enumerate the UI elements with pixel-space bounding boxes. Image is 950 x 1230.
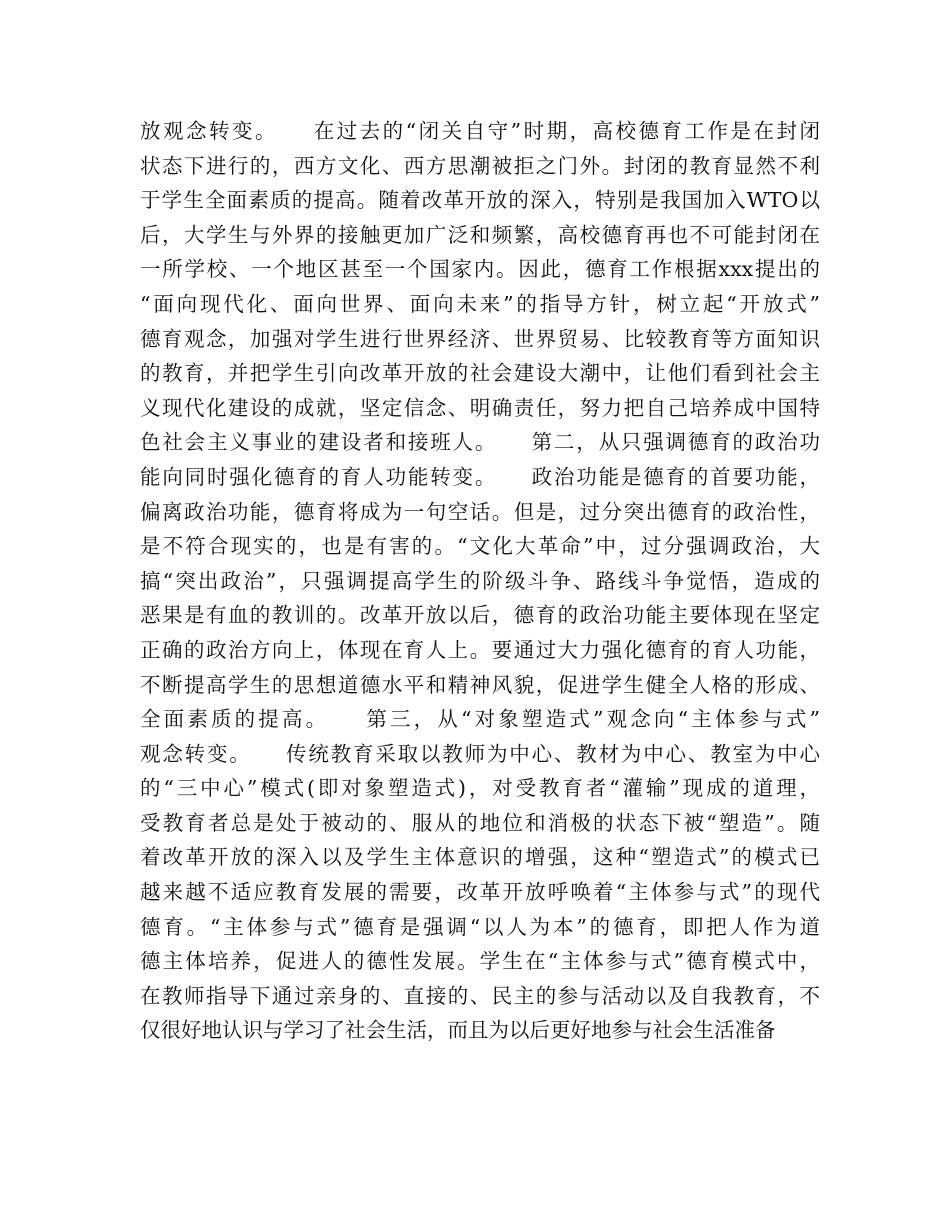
text-line-22: 着改革开放的深入以及学生主体意识的增强，这种“塑造式”的模式已 [140,845,820,870]
text-line-10: 色社会主义事业的建设者和接班人。 第二，从只强调德育的政治功 [140,430,820,455]
text-line-13: 是不符合现实的，也是有害的。“文化大革命”中，过分强调政治，大 [140,534,820,559]
text-line-23: 越来越不适应教育发展的需要，改革开放呼唤着“主体参与式”的现代 [140,880,820,905]
body-text [140,114,820,1048]
text-line-15: 恶果是有血的教训的。改革开放以后，德育的政治功能主要体现在坚定 [140,603,820,628]
text-line-11: 能向同时强化德育的育人功能转变。 政治功能是德育的首要功能， [140,464,820,489]
text-line-4: 后，大学生与外界的接触更加广泛和频繁，高校德育再也不可能封闭在 [140,222,820,247]
text-line-1: 放观念转变。 在过去的“闭关自守”时期，高校德育工作是在封闭 [140,119,820,143]
text-line-21: 受教育者总是处于被动的、服从的地位和消极的状态下被“塑造”。随 [140,810,820,835]
text-line-5: 一所学校、一个地区甚至一个国家内。因此，德育工作根据xxx提出的 [140,257,820,282]
text-line-26: 在教师指导下通过亲身的、直接的、民主的参与活动以及自我教育，不 [140,983,820,1008]
text-line-17: 不断提高学生的思想道德水平和精神风貌，促进学生健全人格的形成、 [140,672,820,697]
text-line-2: 状态下进行的，西方文化、西方思潮被拒之门外。封闭的教育显然不利 [140,153,820,178]
text-line-19: 观念转变。 传统教育采取以教师为中心、教材为中心、教室为中心 [140,741,820,766]
text-line-20: 的“三中心”模式(即对象塑造式)，对受教育者“灌输”现成的道理， [140,776,820,801]
text-line-27: 仅很好地认识与学习了社会生活，而且为以后更好地参与社会生活准备 [140,1018,776,1043]
text-line-24: 德育。“主体参与式”德育是强调“以人为本”的德育，即把人作为道 [140,914,820,939]
text-line-14: 搞“突出政治”，只强调提高学生的阶级斗争、路线斗争觉悟，造成的 [140,568,820,593]
text-line-3: 于学生全面素质的提高。随着改革开放的深入，特别是我国加入WTO以 [140,188,820,213]
text-line-7: 德育观念，加强对学生进行世界经济、世界贸易、比较教育等方面知识 [140,326,820,351]
text-line-16: 正确的政治方向上，体现在育人上。要通过大力强化德育的育人功能， [140,637,820,662]
text-line-8: 的教育，并把学生引向改革开放的社会建设大潮中，让他们看到社会主 [140,361,820,386]
text-line-12: 偏离政治功能，德育将成为一句空话。但是，过分突出德育的政治性， [140,499,820,524]
text-line-9: 义现代化建设的成就，坚定信念、明确责任，努力把自己培养成中国特 [140,395,820,420]
text-line-6: “面向现代化、面向世界、面向未来”的指导方针，树立起“开放式” [140,291,820,316]
text-line-18: 全面素质的提高。 第三，从“对象塑造式”观念向“主体参与式” [140,707,820,732]
text-line-25: 德主体培养，促进人的德性发展。学生在“主体参与式”德育模式中， [140,949,820,974]
